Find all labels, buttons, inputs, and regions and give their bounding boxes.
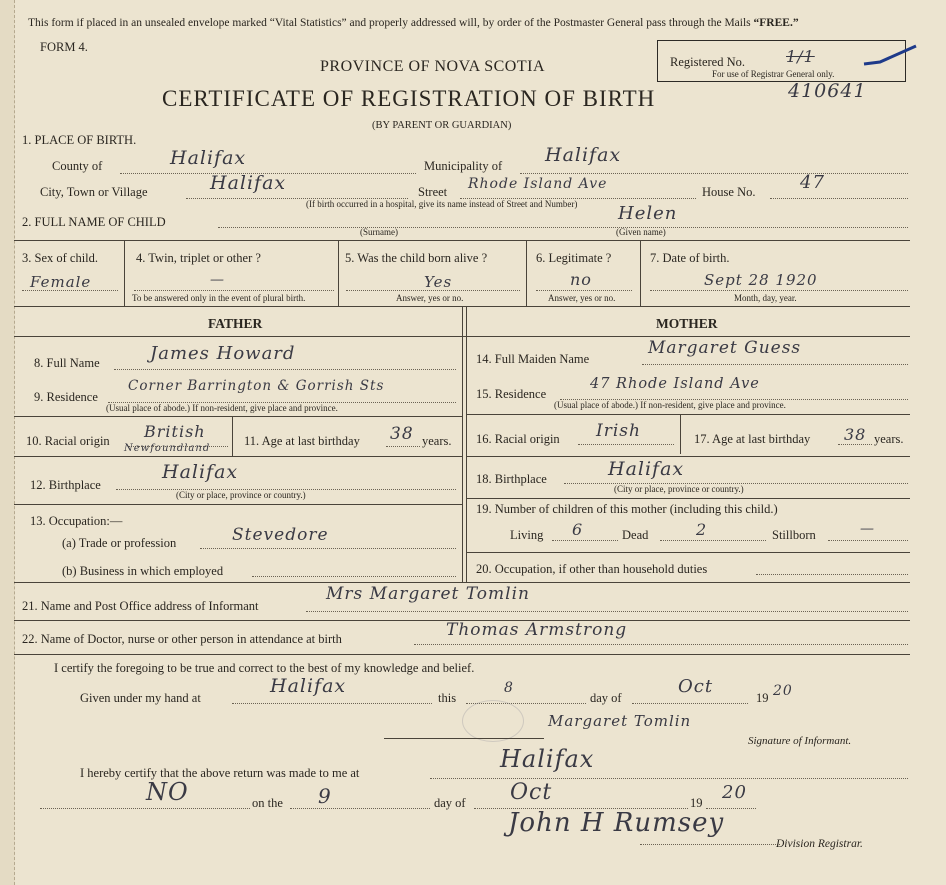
dob-value: Sept 28 1920 <box>704 271 818 289</box>
father-occupation-label: 13. Occupation:— <box>30 514 123 528</box>
child-name-label: 2. FULL NAME OF CHILD <box>22 215 166 229</box>
mother-children-label: 19. Number of children of this mother (including this child.) <box>476 502 778 516</box>
certify-day-of-label: day of <box>590 691 622 705</box>
living-label: Living <box>510 528 544 542</box>
registrar-on-the-label: on the <box>252 796 283 810</box>
registered-number-note: For use of Registrar General only. <box>712 69 835 79</box>
legitimate-value: no <box>570 270 592 289</box>
legitimate-label: 6. Legitimate ? <box>536 251 612 265</box>
father-heading: FATHER <box>208 316 263 331</box>
certify-statement: I certify the foregoing to be true and correct to the best of my knowledge and belief. <box>54 661 475 675</box>
street-value: Rhode Island Ave <box>468 176 608 192</box>
mother-name-label: 14. Full Maiden Name <box>476 352 590 366</box>
father-birthplace-label: 12. Birthplace <box>30 478 101 492</box>
province-heading: PROVINCE OF NOVA SCOTIA <box>320 58 546 75</box>
hospital-note: (If birth occurred in a hospital, give its name instead of Street and Number) <box>306 199 578 209</box>
doctor-label: 22. Name of Doctor, nurse or other person in attendance at birth <box>22 632 342 646</box>
father-age-value: 38 <box>390 424 414 444</box>
father-residence-note: (Usual place of abode.) If non-resident, give place and province. <box>106 403 338 413</box>
registrar-caption: Division Registrar. <box>776 838 863 850</box>
father-racial-extra: Newfoundland <box>124 443 211 454</box>
father-residence-label: 9. Residence <box>34 390 98 404</box>
certify-month: Oct <box>678 676 714 697</box>
registered-number-label: Registered No. <box>670 55 745 69</box>
city-value: Halifax <box>210 172 287 194</box>
father-birthplace-value: Halifax <box>162 461 239 483</box>
father-birthplace-note: (City or place, province or country.) <box>176 490 306 500</box>
given-name-caption: (Given name) <box>616 227 666 237</box>
given-under-label: Given under my hand at <box>80 691 201 705</box>
certify-place: Halifax <box>270 675 347 697</box>
faded-stamp <box>462 700 524 742</box>
house-number-value: 47 <box>800 172 825 193</box>
doctor-value: Thomas Armstrong <box>446 620 628 640</box>
handwritten-registration: 410641 <box>788 80 867 102</box>
registrar-statement: I hereby certify that the above return was made to me at <box>80 766 360 780</box>
stillborn-value: — <box>860 521 875 537</box>
surname-caption: (Surname) <box>360 227 398 237</box>
page-subtitle: (BY PARENT OR GUARDIAN) <box>372 120 512 131</box>
mother-racial-value: Irish <box>596 421 641 441</box>
registrar-year: 20 <box>722 782 747 803</box>
registrar-ref: NO <box>146 778 189 806</box>
mother-heading: MOTHER <box>656 316 718 331</box>
street-label: Street <box>418 185 448 199</box>
mother-name-value: Margaret Guess <box>648 338 802 358</box>
father-name-value: James Howard <box>150 343 296 364</box>
father-years-label: years. <box>422 434 452 448</box>
mother-birthplace-label: 18. Birthplace <box>476 472 547 486</box>
house-number-label: House No. <box>702 185 756 199</box>
page-title: CERTIFICATE OF REGISTRATION OF BIRTH <box>162 86 656 111</box>
mother-years-label: years. <box>874 432 904 446</box>
registered-number-value: 1/1 <box>786 47 815 66</box>
sex-value: Female <box>30 273 92 291</box>
municipality-label: Municipality of <box>424 159 503 173</box>
informant-label: 21. Name and Post Office address of Informant <box>22 599 259 613</box>
twin-label: 4. Twin, triplet or other ? <box>136 251 261 265</box>
stillborn-label: Stillborn <box>772 528 816 542</box>
father-trade-value: Stevedore <box>232 525 329 545</box>
father-age-label: 11. Age at last birthday <box>244 434 360 448</box>
city-label: City, Town or Village <box>40 185 148 199</box>
dob-note: Month, day, year. <box>734 293 797 303</box>
registrar-year-prefix: 19 <box>690 796 703 810</box>
father-residence-value: Corner Barrington & Gorrish Sts <box>128 378 385 394</box>
certify-day: 8 <box>504 680 514 696</box>
dead-label: Dead <box>622 528 649 542</box>
registrar-signature: John H Rumsey <box>508 808 725 838</box>
county-label: County of <box>52 159 103 173</box>
torn-left-edge <box>0 0 15 885</box>
municipality-value: Halifax <box>545 144 622 166</box>
registrar-day: 9 <box>318 784 332 808</box>
child-given-name: Helen <box>618 203 678 224</box>
registrar-month: Oct <box>510 780 553 805</box>
blue-check-mark <box>860 40 920 70</box>
twin-note: To be answered only in the event of plural birth. <box>132 293 306 303</box>
father-racial-value: British <box>144 422 206 441</box>
father-business-label: (b) Business in which employed <box>62 564 224 578</box>
informant-signature-caption: Signature of Informant. <box>748 735 852 747</box>
postal-free-label: “FREE.” <box>753 17 799 29</box>
mother-birthplace-note: (City or place, province or country.) <box>614 484 744 494</box>
mother-racial-label: 16. Racial origin <box>476 432 560 446</box>
sex-label: 3. Sex of child. <box>22 251 99 265</box>
postal-notice <box>28 17 799 29</box>
dob-label: 7. Date of birth. <box>650 251 730 265</box>
registrar-place: Halifax <box>500 745 595 773</box>
dead-value: 2 <box>696 520 708 539</box>
certify-year: 20 <box>773 683 793 699</box>
mother-residence-value: 47 Rhode Island Ave <box>590 376 760 392</box>
form-number: FORM 4. <box>40 40 88 54</box>
place-of-birth-heading: 1. PLACE OF BIRTH. <box>22 133 137 147</box>
father-racial-label: 10. Racial origin <box>26 434 110 448</box>
certify-year-prefix: 19 <box>756 691 769 705</box>
father-name-label: 8. Full Name <box>34 356 100 370</box>
mother-age-value: 38 <box>844 425 867 444</box>
mother-birthplace-value: Halifax <box>608 458 685 480</box>
mother-residence-label: 15. Residence <box>476 387 547 401</box>
living-value: 6 <box>572 520 584 539</box>
registrar-day-of-label: day of <box>434 796 466 810</box>
alive-value: Yes <box>424 273 453 291</box>
mother-occupation-label: 20. Occupation, if other than household duties <box>476 562 708 576</box>
alive-note: Answer, yes or no. <box>396 293 464 303</box>
twin-value: — <box>210 272 225 288</box>
certify-this-label: this <box>438 691 457 705</box>
informant-signature: Margaret Tomlin <box>548 712 692 730</box>
mother-residence-note: (Usual place of abode.) If non-resident, give place and province. <box>554 400 786 410</box>
county-value: Halifax <box>170 147 247 169</box>
mother-age-label: 17. Age at last birthday <box>694 432 811 446</box>
father-trade-label: (a) Trade or profession <box>62 536 177 550</box>
legitimate-note: Answer, yes or no. <box>548 293 616 303</box>
alive-label: 5. Was the child born alive ? <box>345 251 488 265</box>
postal-notice-text: This form if placed in an unsealed envelope marked “Vital Statistics” and properly addressed will, by order of the Postmaster General pass through the Mails <box>28 17 751 29</box>
informant-value: Mrs Margaret Tomlin <box>326 584 530 604</box>
